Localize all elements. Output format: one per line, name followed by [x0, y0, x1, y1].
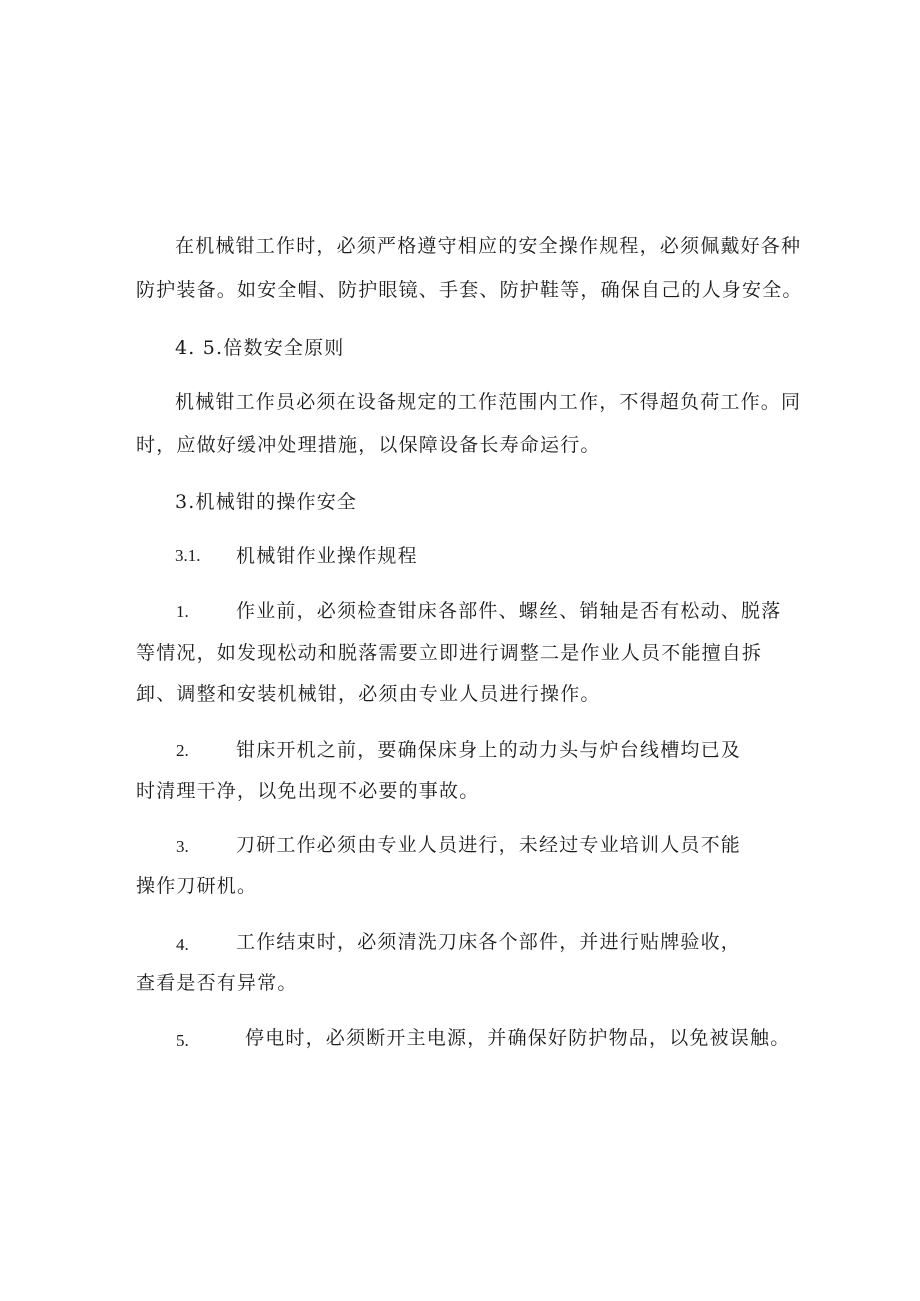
- list-item-line: 刀研工作必须由专业人员进行，未经过专业培训人员不能: [236, 834, 742, 856]
- list-item-number: 1.: [176, 602, 189, 621]
- list-item-line: 作业前，必须检查钳床各部件、螺丝、销轴是否有松动、脱落: [236, 600, 782, 622]
- list-item-line: 停电时，必须断开主电源，并确保好防护物品，以免被误触。: [245, 1027, 791, 1049]
- section-heading: 3.机械钳的操作安全: [175, 491, 358, 513]
- list-item-number: 5.: [176, 1031, 189, 1050]
- list-item-line: 等情况，如发现松动和脱落需要立即进行调整二是作业人员不能擅自拆: [136, 642, 763, 664]
- list-item-number: 2.: [176, 741, 189, 760]
- list-item-number: 3.: [176, 837, 189, 856]
- paragraph-line: 时，应做好缓冲处理措施，以保障设备长寿命运行。: [136, 434, 601, 456]
- paragraph-line: 在机械钳工作时，必须严格遵守相应的安全操作规程，必须佩戴好各种: [175, 235, 802, 257]
- list-item-line: 操作刀研机。: [136, 875, 258, 897]
- paragraph-line: 防护装备。如安全帽、防护眼镜、手套、防护鞋等，确保自己的人身安全。: [136, 279, 803, 301]
- list-item-line: 工作结束时，必须清洗刀床各个部件，并进行贴牌验收，: [236, 931, 742, 953]
- section-heading: 4. 5.倍数安全原则: [175, 337, 345, 359]
- list-item-line: 查看是否有异常。: [136, 972, 298, 994]
- list-item-line: 卸、调整和安装机械钳，必须由专业人员进行操作。: [136, 683, 601, 705]
- list-item-number: 4.: [176, 935, 189, 954]
- list-item-line: 时清理干净，以免出现不必要的事故。: [136, 780, 480, 802]
- paragraph-line: 机械钳工作员必须在设备规定的工作范围内工作，不得超负荷工作。同: [175, 391, 802, 413]
- list-item-line: 钳床开机之前，要确保床身上的动力头与炉台线槽均已及: [236, 739, 742, 761]
- subsection-number: 3.1.: [175, 546, 201, 565]
- subsection-title: 机械钳作业操作规程: [236, 545, 418, 567]
